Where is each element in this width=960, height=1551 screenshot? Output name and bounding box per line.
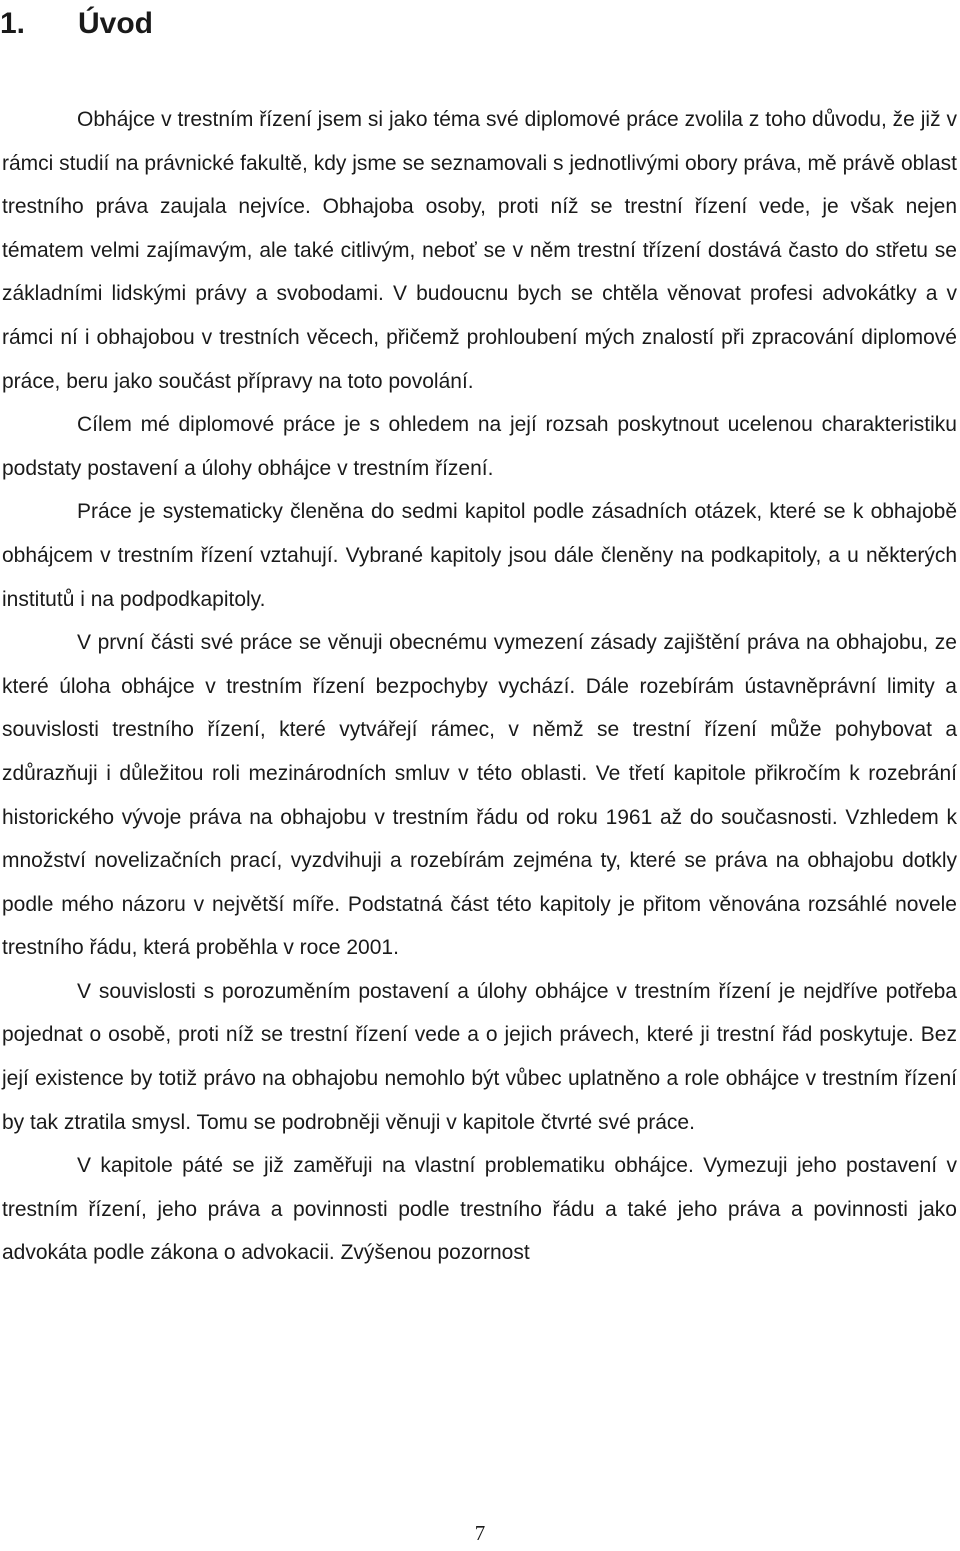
body-text [2, 98, 957, 1275]
section-title: Úvod [78, 7, 153, 40]
paragraph-structure: Práce je systematicky členěna do sedmi kapitol podle zásadních otázek, které se k obhajobě obhájcem v trestním řízení vztahují. Vybrané kapitoly jsou dále členěny na podkapitoly, a u některých institutů i na podpodkapitoly. [2, 500, 957, 611]
page-number: 7 [474, 1521, 486, 1545]
paragraph-goal: Cílem mé diplomové práce je s ohledem na její rozsah poskytnout ucelenou charakteristiku podstaty postavení a úlohy obhájce v trestním řízení. [2, 413, 957, 480]
paragraph-accused-person: V souvislosti s porozuměním postavení a úlohy obhájce v trestním řízení je nejdříve potřeba pojednat o osobě, proti níž se trestní řízení vede a o jejich právech, které ji trestní řád poskytuje. Bez její existence by totiž právo na obhajobu nemohlo být vůbec uplatněno a role obhájce v trestním řízení by tak ztratila smysl. Tomu se podrobněji věnuji v kapitole čtvrté své práce. [2, 979, 957, 1134]
section-heading [0, 2, 153, 46]
paragraph-first-part: V první části své práce se věnuji obecnému vymezení zásady zajištění práva na obhajobu, ze které úloha obhájce v trestním řízení bezpochyby vychází. Dále rozebírám ústavněprávní limity a souvislosti trestního řízení, které vytvářejí rámec, v němž se trestní řízení může pohybovat a zdůrazňuji i důležitou roli mezinárodních smluv v této oblasti. Ve třetí kapitole přikročím k rozebrání historického vývoje práva na obhajobu v trestním řádu od roku 1961 až do současnosti. Vzhledem k množství novelizačních prací, vyzdvihuji a rozebírám zejména ty, které se práva na obhajobu dotkly podle mého názoru v největší míře. Podstatná část této kapitoly je přitom věnována rozsáhlé novele trestního řádu, která proběhla v roce 2001. [2, 631, 957, 960]
paragraph-chapter-five: V kapitole páté se již zaměřuji na vlastní problematiku obhájce. Vymezuji jeho postavení v trestním řízení, jeho práva a povinnosti podle trestního řádu a také jeho práva a povinnosti jako advokáta podle zákona o advokacii. Zvýšenou pozornost [2, 1154, 957, 1265]
section-number: 1. [0, 7, 26, 40]
paragraph-motivation: Obhájce v trestním řízení jsem si jako téma své diplomové práce zvolila z toho důvodu, že již v rámci studií na právnické fakultě, kdy jsme se seznamovali s jednotlivými obory práva, mě právě oblast trestního práva zaujala nejvíce. Obhajoba osoby, proti níž se trestní řízení vede, je však nejen tématem velmi zajímavým, ale také citlivým, neboť se v něm trestní třízení dostává často do střetu se základními lidskými právy a svobodami. V budoucnu bych se chtěla věnovat profesi advokátky a v rámci ní i obhajobou v trestních věcech, přičemž prohloubení mých znalostí při zpracování diplomové práce, beru jako součást přípravy na toto povolání. [2, 108, 957, 393]
